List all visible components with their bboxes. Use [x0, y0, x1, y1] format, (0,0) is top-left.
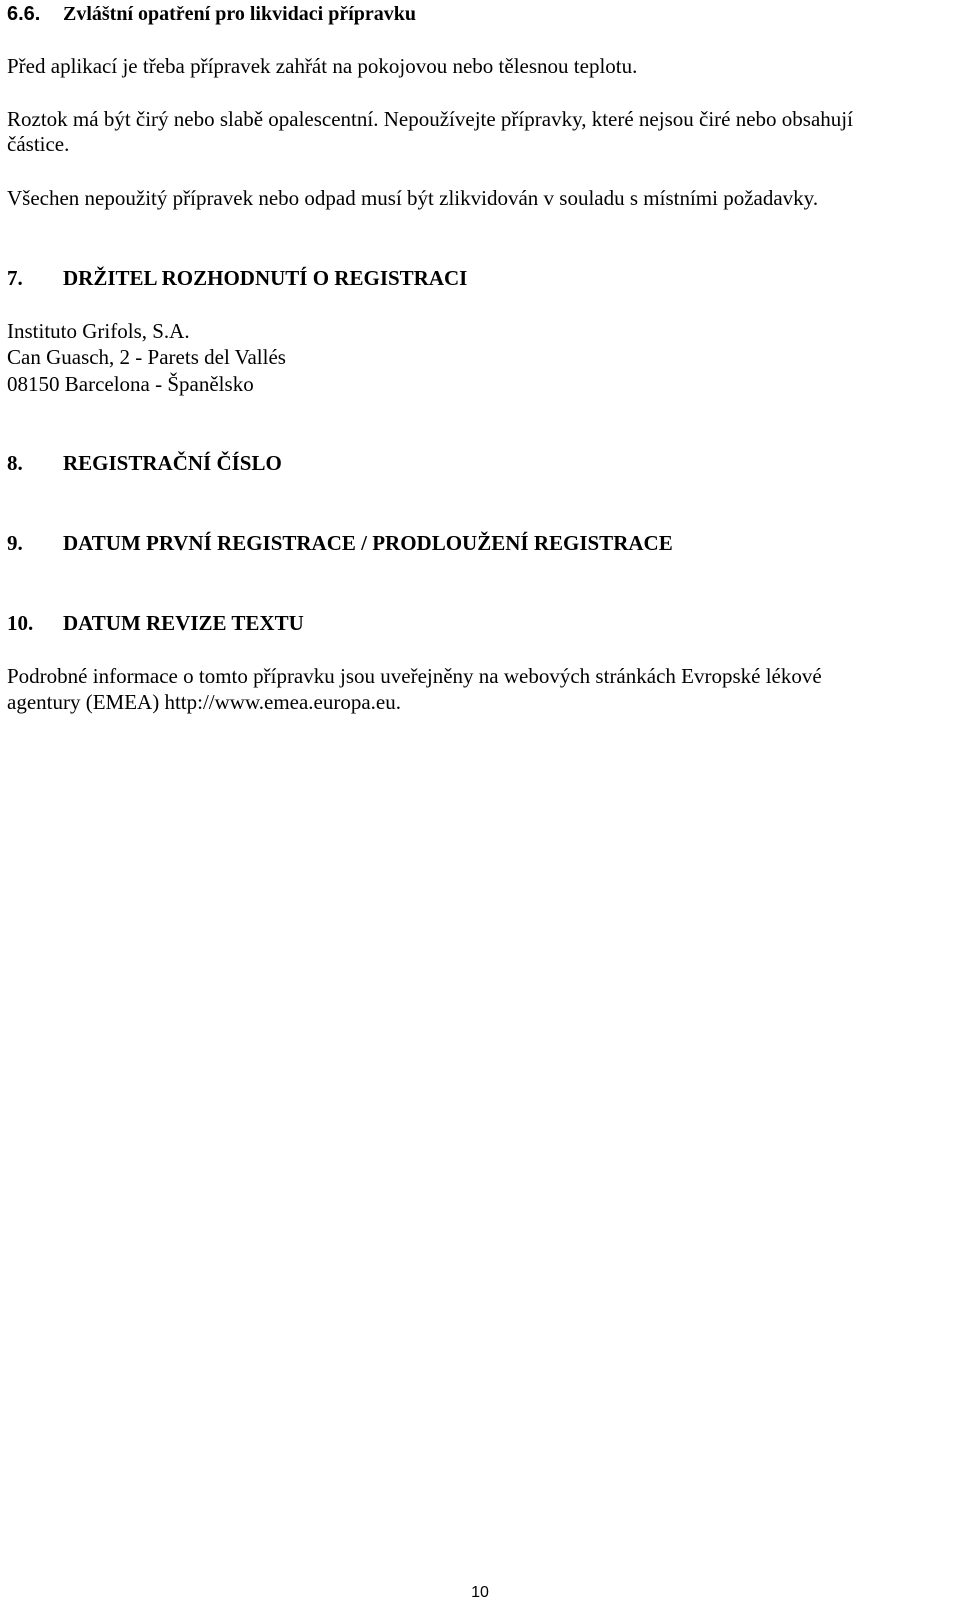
- section-9-number: 9.: [7, 531, 23, 555]
- section-9-heading: [7, 531, 673, 555]
- holder-street: Can Guasch, 2 - Parets del Vallés: [7, 345, 286, 369]
- section-8-number: 8.: [7, 451, 23, 475]
- holder-name: Instituto Grifols, S.A.: [7, 319, 190, 343]
- section-6-6-number: 6.6.: [7, 3, 41, 25]
- section-10-title: DATUM REVIZE TEXTU: [63, 611, 304, 635]
- section-8-heading: [7, 451, 282, 475]
- paragraph-solution-line-2: částice.: [7, 132, 70, 156]
- page-number: 10: [471, 1584, 489, 1601]
- section-7-heading: [7, 266, 467, 290]
- section-8-title: REGISTRAČNÍ ČÍSLO: [63, 451, 282, 475]
- section-9-title: DATUM PRVNÍ REGISTRACE / PRODLOUŽENÍ REGISTRACE: [63, 531, 673, 555]
- section-10-number: 10.: [7, 611, 34, 635]
- paragraph-solution-line-1: Roztok má být čirý nebo slabě opalescentní. Nepoužívejte přípravky, které nejsou čiré nebo obsahují: [7, 107, 853, 131]
- paragraph-disposal: Všechen nepoužitý přípravek nebo odpad musí být zlikvidován v souladu s místními požadavky.: [7, 186, 819, 210]
- section-6-6-heading: [7, 2, 416, 26]
- paragraph-warming: Před aplikací je třeba přípravek zahřát na pokojovou nebo tělesnou teplotu.: [7, 54, 638, 78]
- section-6-6-title: Zvláštní opatření pro likvidaci přípravku: [63, 3, 417, 25]
- section-7-title: DRŽITEL ROZHODNUTÍ O REGISTRACI: [63, 266, 468, 290]
- holder-city: 08150 Barcelona - Španělsko: [7, 372, 254, 396]
- section-10-heading: [7, 611, 304, 635]
- more-info-line-2: agentury (EMEA) http://www.emea.europa.eu.: [7, 690, 402, 714]
- more-info-line-1: Podrobné informace o tomto přípravku jsou uveřejněny na webových stránkách Evropské lékové: [7, 664, 822, 688]
- section-7-number: 7.: [7, 266, 23, 290]
